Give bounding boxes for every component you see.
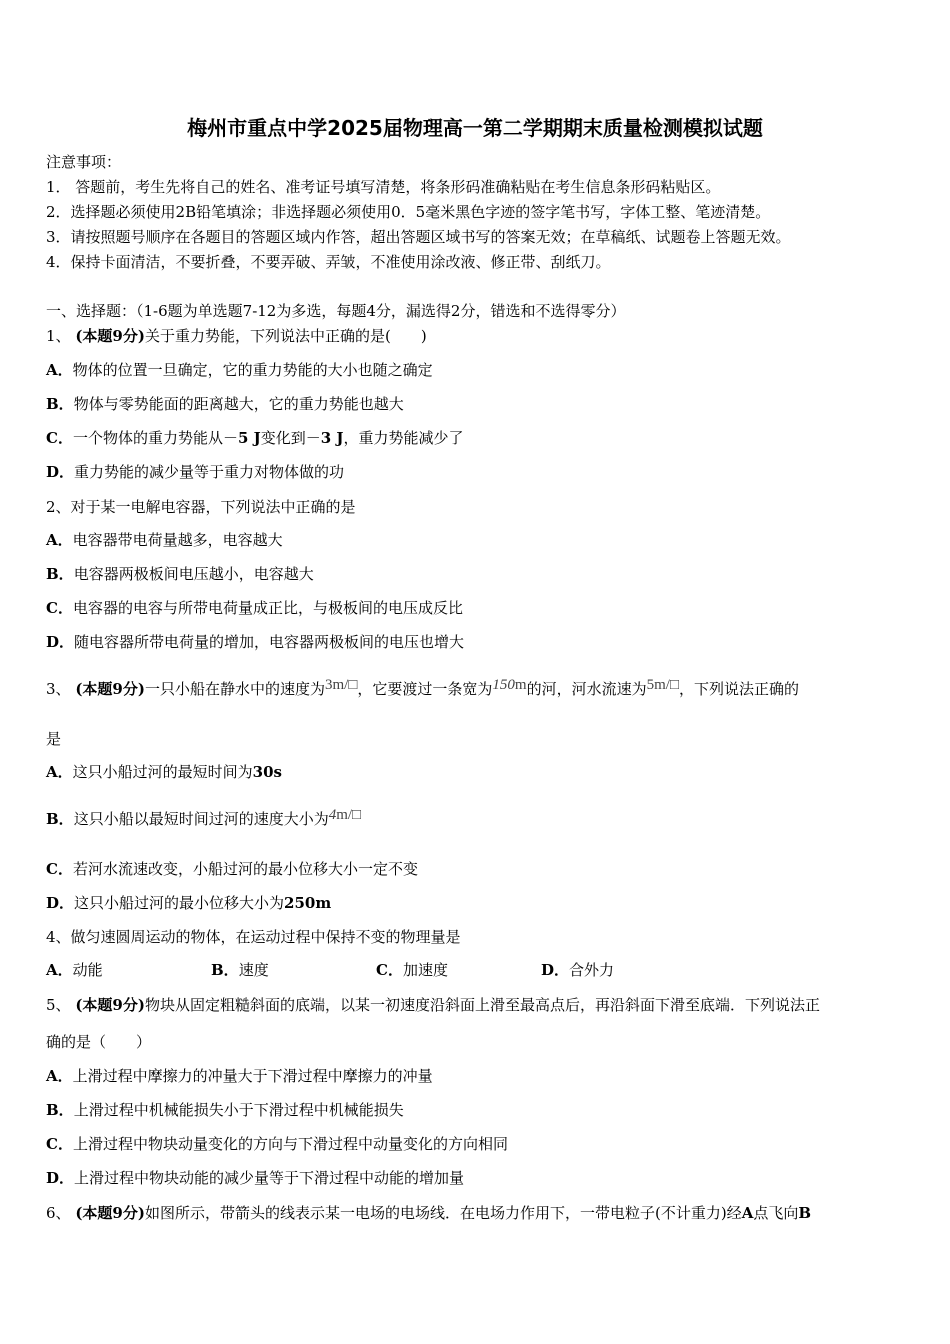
speed-formula <box>325 677 357 693</box>
option-label: C． <box>46 1135 73 1153</box>
option-label: A． <box>46 361 73 379</box>
math-unit: m <box>514 677 527 693</box>
question-2-option-b <box>46 564 314 584</box>
notice-heading: 注意事项： <box>46 153 122 171</box>
option-text: 物体与零势能面的距离越大，它的重力势能也越大 <box>73 395 404 413</box>
option-label: A． <box>46 531 73 549</box>
math-text: 3m/ <box>324 677 349 693</box>
option-label: A． <box>46 763 73 781</box>
question-text: 如图所示，带箭头的线表示某一电场的电场线．在电场力作用下，一带电粒子(不计重力)经 <box>144 1204 742 1222</box>
option-label: B． <box>46 395 74 413</box>
question-4-option-d <box>541 960 614 980</box>
question-5-option-a <box>46 1066 433 1086</box>
question-text: 一只小船在静水中的速度为 <box>144 680 325 698</box>
page-title: 梅州市重点中学2025届物理高一第二学期期末质量检测模拟试题 <box>187 116 763 140</box>
missing-glyph-box: □ <box>669 677 679 693</box>
speed-formula <box>329 807 361 823</box>
question-text: ，它要渡过一条宽为 <box>357 680 493 698</box>
option-label: C． <box>46 860 73 878</box>
question-score: (本题9分) <box>75 1204 145 1222</box>
question-2-option-d <box>46 632 464 652</box>
option-text: 上滑过程中物块动量变化的方向与下滑过程中动量变化的方向相同 <box>72 1135 508 1153</box>
question-number: 1、 <box>46 327 71 345</box>
question-text: 关于重力势能，下列说法中正确的是( ) <box>144 327 427 345</box>
notice-item-2: 2．选择题必须使用2B铅笔填涂；非选择题必须使用0．5毫米黑色字迹的签字笔书写，字体工整、笔迹清楚。 <box>46 203 771 221</box>
question-4-stem <box>46 927 461 947</box>
question-text: 对于某一电解电容器，下列说法中正确的是 <box>70 498 356 516</box>
question-4-option-a <box>46 960 103 980</box>
option-label: B． <box>211 961 239 979</box>
question-text: 的河，河水流速为 <box>526 680 647 698</box>
question-score: (本题9分) <box>75 680 145 698</box>
option-text: 这只小船过河的最小位移大小为 <box>74 894 285 912</box>
question-5-stem-continued: 确的是（ ） <box>46 1033 152 1051</box>
question-number: 5、 <box>46 996 71 1014</box>
question-text: ，下列说法正确的 <box>679 680 800 698</box>
question-5-option-b <box>46 1100 404 1120</box>
question-text: 点飞向 <box>753 1204 799 1222</box>
option-text: 速度 <box>238 961 269 979</box>
option-text: 上滑过程中物块动能的减少量等于下滑过程中动能的增加量 <box>74 1169 465 1187</box>
option-text: 合外力 <box>569 961 615 979</box>
question-4-option-b <box>211 960 269 980</box>
question-1-option-b <box>46 394 404 414</box>
option-label: B． <box>46 810 74 828</box>
question-3-stem <box>46 679 799 700</box>
option-value: 30s <box>252 763 282 781</box>
question-1-stem <box>46 326 427 346</box>
option-value: 5 J <box>237 429 261 447</box>
question-3-option-c <box>46 859 418 879</box>
question-2-option-a <box>46 530 283 550</box>
option-label: A． <box>46 1067 73 1085</box>
point-label-a: A <box>741 1204 754 1222</box>
question-3-option-d <box>46 893 331 913</box>
missing-glyph-box: □ <box>348 677 358 693</box>
option-label: D． <box>46 463 75 481</box>
question-number: 6、 <box>46 1204 71 1222</box>
option-text: 动能 <box>72 961 103 979</box>
option-label: B． <box>46 1101 74 1119</box>
question-number: 4、 <box>46 928 71 946</box>
question-4-option-c <box>376 960 448 980</box>
option-text: 上滑过程中摩擦力的冲量大于下滑过程中摩擦力的冲量 <box>72 1067 433 1085</box>
option-label: C． <box>46 599 73 617</box>
math-text: 5m/ <box>646 677 670 693</box>
question-5-stem <box>46 995 820 1015</box>
question-2-option-c <box>46 598 463 618</box>
question-3-stem-continued: 是 <box>46 730 62 748</box>
width-formula <box>492 677 526 693</box>
option-text: 加速度 <box>402 961 448 979</box>
notice-item-1: 1． 答题前，考生先将自己的姓名、准考证号填写清楚，将条形码准确粘贴在考生信息条形码粘贴区。 <box>46 178 721 196</box>
option-label: C． <box>46 429 73 447</box>
question-number: 2、 <box>46 498 71 516</box>
option-text: 这只小船过河的最短时间为 <box>72 763 253 781</box>
math-unit: m/ <box>336 807 353 823</box>
option-label: A． <box>46 961 73 979</box>
flow-formula <box>647 677 679 693</box>
notice-item-3: 3．请按照题号顺序在各题目的答题区域内作答，超出答题区域书写的答案无效；在草稿纸、试题卷上答题无效。 <box>46 228 791 246</box>
notice-item-4: 4．保持卡面清洁，不要折叠，不要弄破、弄皱，不准使用涂改液、修正带、刮纸刀。 <box>46 253 611 271</box>
question-5-option-d <box>46 1168 464 1188</box>
math-number: 150 <box>492 677 515 693</box>
question-2-stem <box>46 497 356 517</box>
question-text: 做匀速圆周运动的物体，在运动过程中保持不变的物理量是 <box>70 928 461 946</box>
option-text: 变化到－ <box>260 429 321 447</box>
question-score: (本题9分) <box>75 327 145 345</box>
question-1-option-a <box>46 360 433 380</box>
point-label-b: B <box>798 1204 812 1222</box>
option-text: 物体的位置一旦确定，它的重力势能的大小也随之确定 <box>72 361 433 379</box>
option-label: D． <box>46 633 75 651</box>
option-text: 电容器两极板间电压越小，电容越大 <box>73 565 314 583</box>
section-heading: 一、选择题：（1-6题为单选题7-12为多选，每题4分，漏选得2分，错选和不选得零分） <box>46 302 626 320</box>
option-text: 这只小船以最短时间过河的速度大小为 <box>73 810 329 828</box>
missing-glyph-box: □ <box>352 807 362 823</box>
option-text: 重力势能的减少量等于重力对物体做的功 <box>74 463 345 481</box>
option-label: B． <box>46 565 74 583</box>
option-value: 3 J <box>320 429 344 447</box>
option-text: 上滑过程中机械能损失小于下滑过程中机械能损失 <box>73 1101 404 1119</box>
question-1-option-c <box>46 428 464 448</box>
question-text: 物块从固定粗糙斜面的底端，以某一初速度沿斜面上滑至最高点后，再沿斜面下滑至底端．下列说法正 <box>144 996 820 1014</box>
option-label: D． <box>541 961 570 979</box>
option-text: 随电容器所带电荷量的增加，电容器两极板间的电压也增大 <box>74 633 465 651</box>
question-6-stem <box>46 1203 811 1223</box>
option-label: C． <box>376 961 403 979</box>
option-label: D． <box>46 894 75 912</box>
option-text: 若河水流速改变，小船过河的最小位移大小一定不变 <box>72 860 418 878</box>
question-number: 3、 <box>46 680 71 698</box>
question-3-option-a <box>46 762 282 782</box>
question-5-option-c <box>46 1134 508 1154</box>
math-number: 4 <box>328 807 337 823</box>
question-1-option-d <box>46 462 344 482</box>
question-3-option-b <box>46 809 361 830</box>
option-text: 电容器带电荷量越多，电容越大 <box>72 531 283 549</box>
option-text: 一个物体的重力势能从－ <box>72 429 238 447</box>
option-text: 电容器的电容与所带电荷量成正比，与极板间的电压成反比 <box>72 599 463 617</box>
option-text: ，重力势能减少了 <box>343 429 464 447</box>
option-label: D． <box>46 1169 75 1187</box>
option-value: 250m <box>284 894 332 912</box>
question-score: (本题9分) <box>75 996 145 1014</box>
